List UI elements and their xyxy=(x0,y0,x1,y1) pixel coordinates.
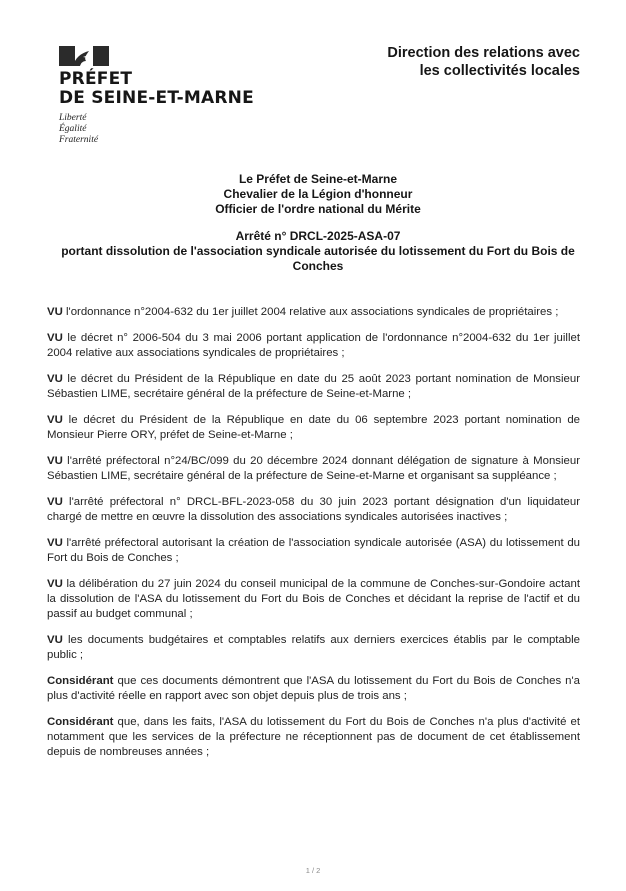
paragraph-keyword: VU xyxy=(47,332,63,344)
prefecture-logo xyxy=(59,46,299,146)
paragraph-keyword: Considérant xyxy=(47,675,114,687)
paragraph-text: l'ordonnance n°2004-632 du 1er juillet 2004 relative aux associations syndicales de propriétaires ; xyxy=(62,306,559,318)
devise-liberte: Liberté xyxy=(59,113,87,123)
document-titles xyxy=(40,172,596,274)
paragraph xyxy=(47,305,580,320)
paragraph-text: la délibération du 27 juin 2024 du conseil municipal de la commune de Conches-sur-Gondoire actant la dissolution de l'ASA du lotissement du Fort du Bois de Conches et décidant la reprise de l'actif et du passif au budget communal ; xyxy=(47,578,580,620)
direction-line-1: Direction des relations avec xyxy=(387,45,580,61)
paragraph-text: l'arrêté préfectoral autorisant la création de l'association syndicale autorisée (ASA) du lotissement du Fort du Bois de Conches ; xyxy=(47,537,580,564)
paragraph-keyword: Considérant xyxy=(47,716,114,728)
prefet-name-line-2: DE SEINE-ET-MARNE xyxy=(59,88,254,108)
paragraph xyxy=(47,331,580,361)
paragraph-text: les documents budgétaires et comptables relatifs aux derniers exercices établis par le comptable public ; xyxy=(47,634,580,661)
paragraph-text: l'arrêté préfectoral n° DRCL-BFL-2023-058 du 30 juin 2023 portant désignation d'un liquidateur chargé de mettre en œuvre la dissolution des associations syndicales autorisées inactives ; xyxy=(47,496,580,523)
paragraph-keyword: VU xyxy=(47,373,63,385)
devise xyxy=(59,113,299,146)
marianne-logo-icon xyxy=(59,46,109,66)
prefet-name xyxy=(59,70,299,108)
paragraph xyxy=(47,495,580,525)
direction-line-2: les collectivités locales xyxy=(419,63,580,79)
paragraph-keyword: VU xyxy=(47,496,63,508)
page-number: 1 / 2 xyxy=(305,866,321,875)
paragraph-text: l'arrêté préfectoral n°24/BC/099 du 20 décembre 2024 donnant délégation de signature à Monsieur Sébastien LIME, secrétaire général de la préfecture de Seine-et-Marne et organisant sa suppléance ; xyxy=(47,455,580,482)
authority-line-1: Le Préfet de Seine-et-Marne xyxy=(238,172,398,186)
paragraph xyxy=(47,633,580,663)
paragraph-keyword: VU xyxy=(47,306,63,318)
paragraph-text: le décret du Président de la République en date du 25 août 2023 portant nomination de Monsieur Sébastien LIME, secrétaire général de la préfecture de Seine-et-Marne ; xyxy=(47,373,580,400)
paragraph xyxy=(47,454,580,484)
paragraph-keyword: VU xyxy=(47,414,63,426)
paragraph xyxy=(47,536,580,566)
paragraph-text: le décret n° 2006-504 du 3 mai 2006 portant application de l'ordonnance n°2004-632 du 1er juillet 2004 relative aux associations syndicales de propriétaires ; xyxy=(47,332,580,359)
authority-line-2: Chevalier de la Légion d'honneur xyxy=(223,187,413,201)
paragraph xyxy=(47,413,580,443)
arrete-subject: portant dissolution de l'association syndicale autorisée du lotissement du Fort du Bois de Conches xyxy=(61,244,575,273)
paragraph xyxy=(47,674,580,704)
document-body xyxy=(47,305,580,771)
paragraph-text: le décret du Président de la République en date du 06 septembre 2023 portant nomination de Monsieur Pierre ORY, préfet de Seine-et-Marne ; xyxy=(47,414,580,441)
paragraph-keyword: VU xyxy=(47,634,63,646)
devise-fraternite: Fraternité xyxy=(59,135,99,145)
paragraph-keyword: VU xyxy=(47,578,63,590)
paragraph-keyword: VU xyxy=(47,537,63,549)
paragraph xyxy=(47,715,580,760)
arrete-number: Arrêté n° DRCL-2025-ASA-07 xyxy=(235,229,401,243)
paragraph-keyword: VU xyxy=(47,455,63,467)
devise-egalite: Égalité xyxy=(59,124,87,134)
paragraph xyxy=(47,577,580,622)
prefet-name-line-1: PRÉFET xyxy=(59,69,133,89)
paragraph-text: que ces documents démontrent que l'ASA du lotissement du Fort du Bois de Conches n'a plus d'activité réelle en rapport avec son objet depuis plus de trois ans ; xyxy=(47,675,580,702)
authority-line-3: Officier de l'ordre national du Mérite xyxy=(215,202,421,216)
paragraph-text: que, dans les faits, l'ASA du lotissement du Fort du Bois de Conches n'a plus d'activité et notamment que les services de la préfecture ne réceptionnent pas de document de cet établissement depuis de nombreuses années ; xyxy=(47,716,580,758)
paragraph xyxy=(47,372,580,402)
direction-heading xyxy=(320,44,580,80)
